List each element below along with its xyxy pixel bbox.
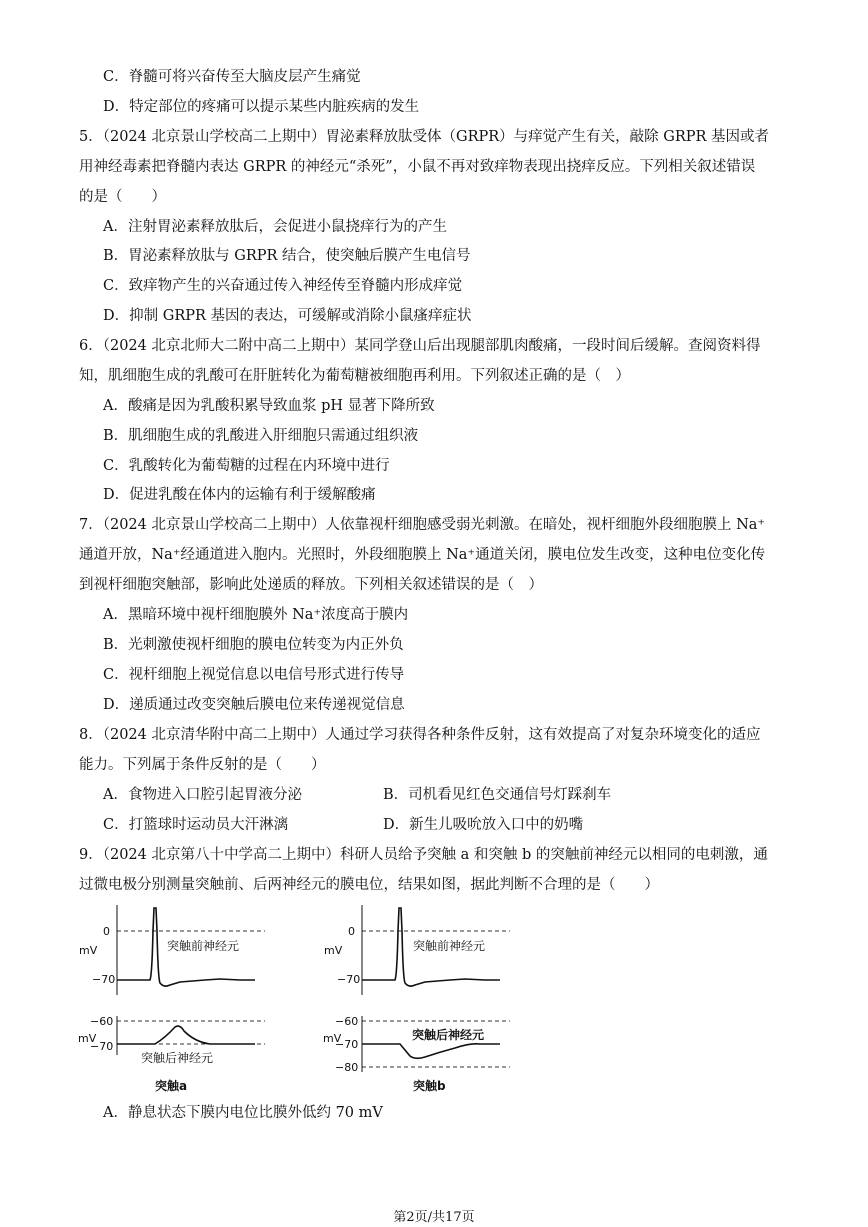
tick-neg80: −80 xyxy=(335,1061,359,1074)
option-line: D．促进乳酸在体内的运输有利于缓解酸痛 xyxy=(103,487,376,503)
option-line: B．胃泌素释放肽与 GRPR 结合，使突触后膜产生电信号 xyxy=(103,248,471,264)
epsp-trace xyxy=(117,1026,255,1044)
mv-label: mV xyxy=(79,944,98,957)
question-line: 7．（2024 北京景山学校高二上期中）人依靠视杆细胞感受弱光刺激。在暗处，视杆细胞外段细胞膜上 Na⁺ xyxy=(79,517,766,533)
page-footer: 第2页/共17页 xyxy=(393,1210,475,1225)
question-line: 8．（2024 北京清华附中高二上期中）人通过学习获得各种条件反射，这有效提高了对复杂环境变化的适应 xyxy=(79,727,761,743)
option-line: A．黑暗环境中视杆细胞膜外 Na⁺浓度高于膜内 xyxy=(103,607,409,623)
pre-neuron-label: 突触前神经元 xyxy=(413,939,486,953)
option-line: A．食物进入口腔引起胃液分泌 xyxy=(103,787,302,803)
tick-neg60: −60 xyxy=(335,1015,359,1028)
question-line: 知，肌细胞生成的乳酸可在肝脏转化为葡萄糖被细胞再利用。下列叙述正确的是（ ） xyxy=(79,368,630,384)
question-line: 能力。下列属于条件反射的是（ ） xyxy=(79,757,326,773)
option-line: B．肌细胞生成的乳酸进入肝细胞只需通过组织液 xyxy=(103,428,419,444)
tick-neg70: −70 xyxy=(337,973,361,986)
option-line: D．新生儿吸吮放入口中的奶嘴 xyxy=(383,817,584,833)
tick-0: 0 xyxy=(103,925,110,938)
question-line: 到视杆细胞突触部，影响此处递质的释放。下列相关叙述错误的是（ ） xyxy=(79,577,543,593)
post-neuron-label: 突触后神经元 xyxy=(141,1051,214,1065)
option-line: B．司机看见红色交通信号灯踩刹车 xyxy=(383,787,612,803)
option-line: D．抑制 GRPR 基因的表达，可缓解或消除小鼠瘙痒症状 xyxy=(103,308,472,324)
mv-label: mV xyxy=(324,944,343,957)
tick-neg60: −60 xyxy=(90,1015,114,1028)
caption-synapse-a: 突触a xyxy=(155,1079,188,1093)
synapse-b-figure xyxy=(315,900,515,1095)
option-line: C．乳酸转化为葡萄糖的过程在内环境中进行 xyxy=(103,458,390,474)
option-line: A．酸痛是因为乳酸积累导致血浆 pH 显著下降所致 xyxy=(103,398,435,414)
tick-neg70: −70 xyxy=(92,973,116,986)
option-line: C．打篮球时运动员大汗淋漓 xyxy=(103,817,289,833)
synapse-a-figure xyxy=(70,900,270,1095)
option-line: C．致痒物产生的兴奋通过传入神经传至脊髓内形成痒觉 xyxy=(103,278,463,294)
option-line: C．脊髓可将兴奋传至大脑皮层产生痛觉 xyxy=(103,69,361,85)
option-line: D．特定部位的疼痛可以提示某些内脏疾病的发生 xyxy=(103,99,420,115)
question-line: 用神经毒素把脊髓内表达 GRPR 的神经元“杀死”，小鼠不再对致痒物表现出挠痒反应。下列相关叙述错误 xyxy=(79,159,756,175)
question-line: 通道开放，Na⁺经通道进入胞内。光照时，外段细胞膜上 Na⁺通道关闭，膜电位发生改变，这种电位变化传 xyxy=(79,547,766,563)
mv-label-bottom: mV xyxy=(323,1032,342,1045)
option-line: B．光刺激使视杆细胞的膜电位转变为内正外负 xyxy=(103,637,404,653)
option-line: C．视杆细胞上视觉信息以电信号形式进行传导 xyxy=(103,667,405,683)
caption-synapse-b: 突触b xyxy=(413,1079,446,1093)
pre-neuron-label: 突触前神经元 xyxy=(167,939,240,953)
question-line: 6．（2024 北京北师大二附中高二上期中）某同学登山后出现腿部肌肉酸痛，一段时间后缓解。查阅资料得 xyxy=(79,338,761,354)
tick-neg70-b: −70 xyxy=(90,1040,114,1053)
question-line: 9．（2024 北京第八十中学高二上期中）科研人员给予突触 a 和突触 b 的突触前神经元以相同的电刺激，通 xyxy=(79,847,768,863)
option-line: A．静息状态下膜内电位比膜外低约 70 mV xyxy=(103,1105,383,1121)
option-line: A．注射胃泌素释放肽后，会促进小鼠挠痒行为的产生 xyxy=(103,219,447,235)
question-line: 5．（2024 北京景山学校高二上期中）胃泌素释放肽受体（GRPR）与痒觉产生有关，敲除 GRPR 基因或者 xyxy=(79,129,770,145)
option-line: D．递质通过改变突触后膜电位来传递视觉信息 xyxy=(103,697,405,713)
question-line: 过微电极分别测量突触前、后两神经元的膜电位，结果如图，据此判断不合理的是（ ） xyxy=(79,877,659,893)
ipsp-trace xyxy=(362,1044,500,1058)
post-neuron-label: 突触后神经元 xyxy=(412,1028,485,1042)
tick-neg70: −70 xyxy=(335,1038,359,1051)
mv-label-bottom: mV xyxy=(78,1032,97,1045)
tick-0: 0 xyxy=(348,925,355,938)
question-line: 的是（ ） xyxy=(79,189,166,205)
